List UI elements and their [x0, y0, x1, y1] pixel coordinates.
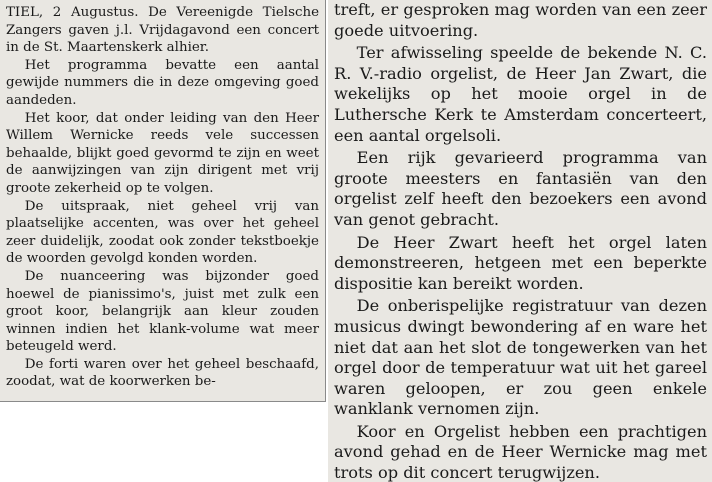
- article-column-right: [328, 0, 712, 482]
- paragraph-left-5: De nuanceering was bijzonder goed hoewel de pianissimo's, juist met zulk een groot koor, belangrijk aan kleur zouden winnen indien het klank-volume wat meer beteugeld werd.: [6, 268, 319, 355]
- paragraph-right-1: treft, er gesproken mag worden van een zeer goede uitvoering.: [334, 0, 707, 40]
- paragraph-left-1: TIEL, 2 Augustus. De Vereenigde Tielsche Zangers gaven j.l. Vrijdagavond een concert in de St. Maartenskerk alhier.: [6, 5, 319, 56]
- paragraph-left-2: Het programma bevatte een aantal gewijde nummers die in deze omgeving goed aandeden.: [6, 57, 319, 108]
- paragraph-right-4: De Heer Zwart heeft het orgel laten demonstreeren, hetgeen met een beperkte dispositie kan bereikt worden.: [334, 232, 707, 293]
- paragraph-right-6: Koor en Orgelist hebben een prachtigen avond gehad en de Heer Wernicke mag met trots op dit concert terugwijzen.: [334, 421, 707, 482]
- paragraph-right-3: Een rijk gevarieerd programma van groote meesters en fantasiën van den orgelist zelf heeft den bezoekers een avond van genot gebracht.: [334, 148, 707, 229]
- article-column-left: [0, 0, 326, 402]
- paragraph-left-6: De forti waren over het geheel beschaafd, zoodat, wat de koorwerken be-: [6, 356, 319, 390]
- paragraph-right-5: De onberispelijke registratuur van dezen musicus dwingt bewondering af en ware het niet dat aan het slot de tongewerken van het orgel door de temperatuur wat uit het gareel waren geloopen, er zou geen enkele wanklank vernomen zijn.: [334, 296, 707, 419]
- paragraph-right-2: Ter afwisseling speelde de bekende N. C. R. V.-radio orgelist, de Heer Jan Zwart, die wekelijks op het mooie orgel in de Luthersche Kerk te Amsterdam concerteert, een aantal orgelsoli.: [334, 43, 707, 145]
- paragraph-left-4: De uitspraak, niet geheel vrij van plaatselijke accenten, was over het geheel zeer duidelijk, zoodat ook zonder tekstboekje de woorden gevolgd konden worden.: [6, 198, 319, 267]
- paragraph-left-3: Het koor, dat onder leiding van den Heer Willem Wernicke reeds vele successen behaalde, blijkt goed gevormd te zijn en weet de aanwijzingen van zijn dirigent met vrij groote zekerheid op te volgen.: [6, 110, 319, 196]
